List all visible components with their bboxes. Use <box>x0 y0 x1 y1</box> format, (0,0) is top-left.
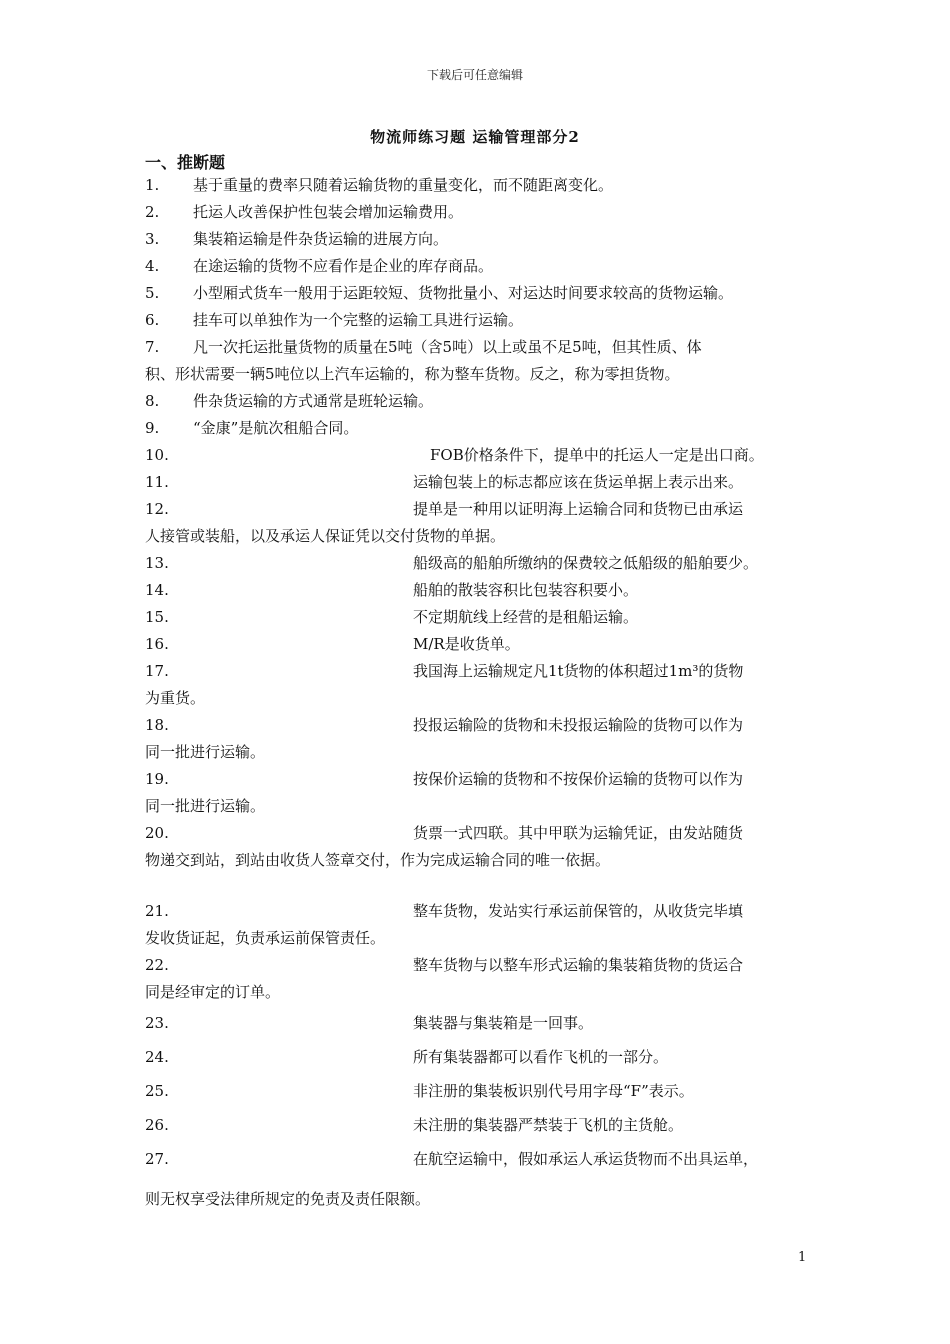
question-text-continued: 发收货证起，负责承运前保管责任。 <box>145 929 386 947</box>
question-number: 5. <box>145 284 160 302</box>
question-item <box>145 1010 825 1037</box>
question-text: 货票一式四联。其中甲联为运输凭证，由发站随货 <box>413 824 744 842</box>
question-number: 1. <box>145 176 160 194</box>
question-item <box>145 442 825 469</box>
question-number: 25. <box>145 1082 169 1100</box>
question-number: 18. <box>145 716 169 734</box>
question-item <box>145 550 825 577</box>
header-note: 下载后可任意编辑 <box>426 68 523 82</box>
question-text: 托运人改善保护性包装会增加运输费用。 <box>193 203 464 221</box>
question-text: 挂车可以单独作为一个完整的运输工具进行运输。 <box>193 311 524 329</box>
question-number: 21. <box>145 902 169 920</box>
question-text: 船级高的船舶所缴纳的保费较之低船级的船舶要少。 <box>413 554 759 572</box>
question-number: 26. <box>145 1116 169 1134</box>
question-text: 集装器与集装箱是一回事。 <box>413 1014 594 1032</box>
question-number: 9. <box>145 419 160 437</box>
question-text-continued: 为重货。 <box>145 689 206 707</box>
question-number: 15. <box>145 608 169 626</box>
question-item <box>145 820 825 869</box>
question-item <box>145 307 825 334</box>
question-text: 整车货物，发站实行承运前保管的，从收货完毕填 <box>413 902 744 920</box>
question-text: 不定期航线上经营的是租船运输。 <box>413 608 639 626</box>
question-text: 在航空运输中，假如承运人承运货物而不出具运单， <box>413 1150 759 1168</box>
document-title: 物流师练习题 运输管理部分2 <box>370 128 580 146</box>
question-text: 基于重量的费率只随着运输货物的重量变化，而不随距离变化。 <box>193 176 614 194</box>
question-text: 件杂货运输的方式通常是班轮运输。 <box>193 392 434 410</box>
question-text-continued: 物递交到站，到站由收货人签章交付，作为完成运输合同的唯一依据。 <box>145 851 611 869</box>
question-text-continued: 则无权享受法律所规定的免责及责任限额。 <box>145 1190 431 1208</box>
question-text: 船舶的散装容积比包装容积要小。 <box>413 581 639 599</box>
question-item <box>145 280 825 307</box>
question-item <box>145 712 825 761</box>
question-text: M/R是收货单。 <box>413 635 520 653</box>
question-number: 10. <box>145 446 169 464</box>
question-number: 16. <box>145 635 169 653</box>
question-item <box>145 766 825 815</box>
question-item <box>145 226 825 253</box>
question-text: “金康”是航次租船合同。 <box>193 419 359 437</box>
question-text: 运输包装上的标志都应该在货运单据上表示出来。 <box>413 473 744 491</box>
question-text: 非注册的集装板识别代号用字母“F”表示。 <box>413 1082 694 1100</box>
question-text: 凡一次托运批量货物的质量在5吨（含5吨）以上或虽不足5吨，但其性质、体 <box>193 338 702 356</box>
question-text: 我国海上运输规定凡1t货物的体积超过1m³的货物 <box>413 662 744 680</box>
question-item <box>145 658 825 707</box>
question-number: 2. <box>145 203 160 221</box>
question-item <box>145 1078 825 1105</box>
question-number: 11. <box>145 473 169 491</box>
question-text: 整车货物与以整车形式运输的集装箱货物的货运合 <box>413 956 744 974</box>
question-number: 27. <box>145 1150 169 1168</box>
question-item <box>145 334 825 383</box>
question-text: 在途运输的货物不应看作是企业的库存商品。 <box>193 257 494 275</box>
question-item <box>145 1044 825 1071</box>
question-number: 23. <box>145 1014 169 1032</box>
question-number: 6. <box>145 311 160 329</box>
question-number: 20. <box>145 824 169 842</box>
question-item <box>145 898 825 947</box>
question-number: 22. <box>145 956 169 974</box>
question-item <box>145 604 825 631</box>
question-item <box>145 253 825 280</box>
question-text: 提单是一种用以证明海上运输合同和货物已由承运 <box>413 500 744 518</box>
question-number: 7. <box>145 338 160 356</box>
question-item <box>145 952 825 1001</box>
question-number: 17. <box>145 662 169 680</box>
question-item <box>145 415 825 442</box>
question-text-continued: 人接管或装船，以及承运人保证凭以交付货物的单据。 <box>145 527 506 545</box>
question-text: 所有集装器都可以看作飞机的一部分。 <box>413 1048 669 1066</box>
question-number: 13. <box>145 554 169 572</box>
question-number: 12. <box>145 500 169 518</box>
question-number: 4. <box>145 257 160 275</box>
question-text-continued: 同一批进行运输。 <box>145 797 266 815</box>
question-item <box>145 496 825 545</box>
question-item <box>145 469 825 496</box>
question-item <box>145 631 825 658</box>
question-item <box>145 1112 825 1139</box>
section-heading: 一、推断题 <box>145 153 226 172</box>
question-text: 按保价运输的货物和不按保价运输的货物可以作为 <box>413 770 744 788</box>
question-item <box>145 577 825 604</box>
question-text: FOB价格条件下，提单中的托运人一定是出口商。 <box>430 446 764 464</box>
question-text-continued: 同是经审定的订单。 <box>145 983 281 1001</box>
question-number: 19. <box>145 770 169 788</box>
question-item <box>145 1146 825 1208</box>
question-item <box>145 388 825 415</box>
question-number: 24. <box>145 1048 169 1066</box>
question-number: 8. <box>145 392 160 410</box>
question-text: 未注册的集装器严禁装于飞机的主货舱。 <box>413 1116 684 1134</box>
question-item <box>145 172 825 199</box>
question-text: 小型厢式货车一般用于运距较短、货物批量小、对运达时间要求较高的货物运输。 <box>193 284 734 302</box>
page-number: 1 <box>798 1250 807 1265</box>
question-number: 3. <box>145 230 160 248</box>
question-text: 集装箱运输是件杂货运输的进展方向。 <box>193 230 449 248</box>
question-text-continued: 同一批进行运输。 <box>145 743 266 761</box>
question-number: 14. <box>145 581 169 599</box>
question-item <box>145 199 825 226</box>
question-text-continued: 积、形状需要一辆5吨位以上汽车运输的，称为整车货物。反之，称为零担货物。 <box>145 365 680 383</box>
question-text: 投报运输险的货物和未投报运输险的货物可以作为 <box>413 716 744 734</box>
